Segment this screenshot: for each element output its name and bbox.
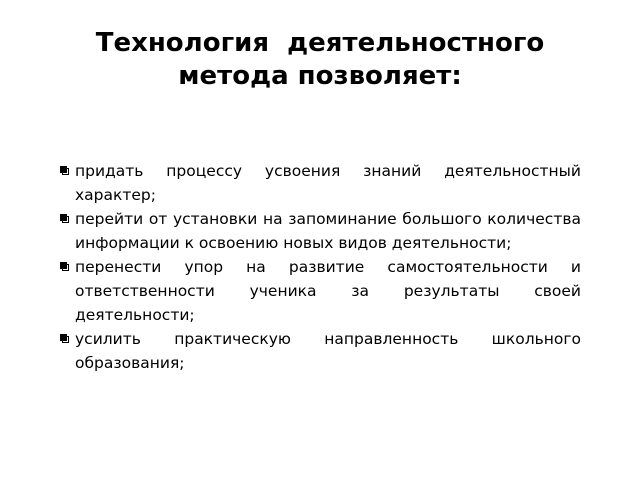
list-item xyxy=(60,327,581,375)
slide-title: Технология деятельностного метода позволяет: xyxy=(95,28,545,91)
square-bullet-icon xyxy=(60,262,69,271)
list-item-text: придать процессу усвоения знаний деятельностный характер; xyxy=(75,162,581,204)
list-item-text: усилить практическую направленность школьного образования; xyxy=(75,330,581,372)
square-bullet-icon xyxy=(60,166,69,175)
list-item xyxy=(60,207,581,255)
list-item-text: перейти от установки на запоминание большого количества информации к освоению новых видов деятельности; xyxy=(75,210,581,252)
square-bullet-icon xyxy=(60,214,69,223)
square-bullet-icon xyxy=(60,334,69,343)
bullet-list xyxy=(60,159,581,375)
list-item-text: перенести упор на развитие самостоятельности и ответственности ученика за результаты своей деятельности; xyxy=(75,258,581,324)
list-item xyxy=(60,255,581,327)
list-item xyxy=(60,159,581,207)
